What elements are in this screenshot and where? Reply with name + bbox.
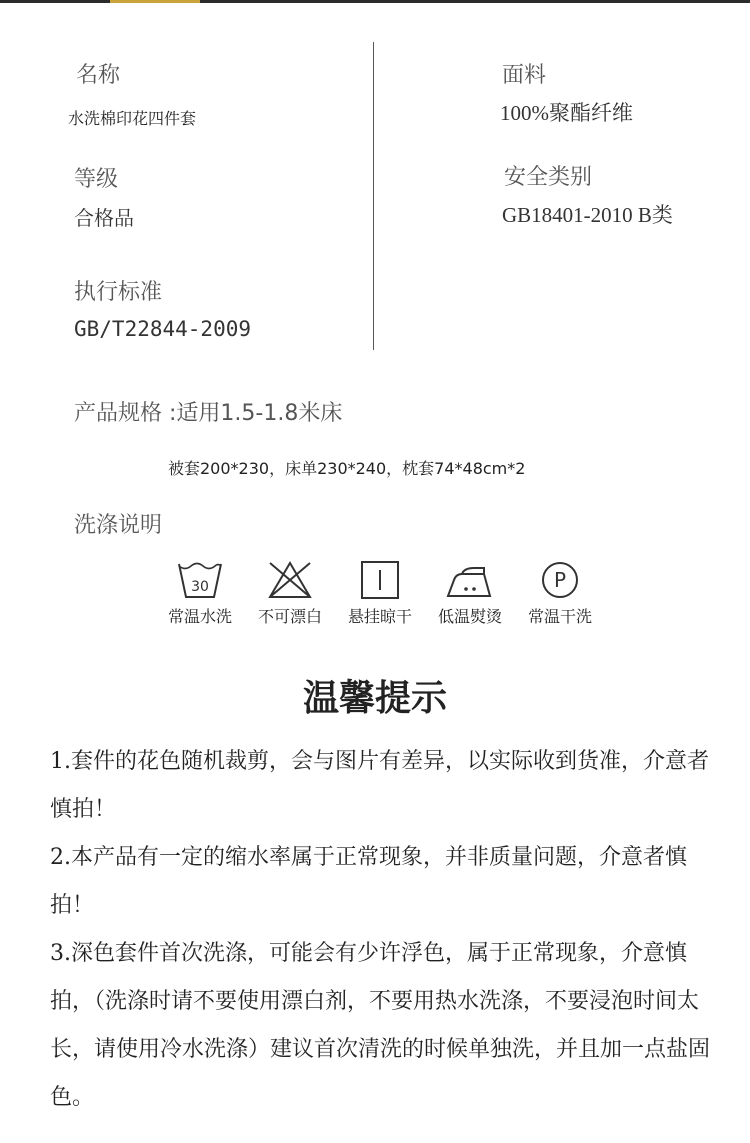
fabric-label: 面料 xyxy=(502,63,547,88)
grade-label: 等级 xyxy=(74,167,119,192)
standard-label: 执行标准 xyxy=(74,280,163,305)
care-item-low-iron xyxy=(430,560,510,630)
fabric-value: 100%聚酯纤维 xyxy=(500,101,633,125)
grade-value: 合格品 xyxy=(74,206,134,230)
safety-value: GB18401-2010 B类 xyxy=(502,203,673,227)
care-label-wash: 常温水洗 xyxy=(167,607,232,626)
wash-label: 洗涤说明 xyxy=(74,513,163,538)
safety-label: 安全类别 xyxy=(504,165,593,190)
care-item-wash xyxy=(160,560,240,630)
care-label-no-bleach: 不可漂白 xyxy=(257,607,322,626)
care-label-hang-dry: 悬挂晾干 xyxy=(347,607,412,626)
tips-title: 温馨提示 xyxy=(302,677,447,719)
wash-temperature: 30 xyxy=(191,579,209,595)
care-item-dry-clean xyxy=(520,560,600,630)
care-label-low-iron: 低温熨烫 xyxy=(437,607,502,626)
dry-clean-letter: P xyxy=(553,568,567,592)
name-label: 名称 xyxy=(76,63,121,88)
low-iron-icon xyxy=(444,560,496,600)
dry-clean-p-icon xyxy=(536,560,584,600)
size-line: 产品规格 :适用1.5-1.8米床 xyxy=(74,401,343,426)
tip-item-1: 1.套件的花色随机裁剪，会与图片有差异，以实际收到货准，介意者慎拍！ xyxy=(50,749,709,822)
column-divider xyxy=(373,42,374,350)
care-item-hang-dry xyxy=(340,560,420,630)
standard-value: GB/T22844-2009 xyxy=(74,317,252,341)
top-border-accent xyxy=(110,0,200,3)
size-detail: 被套200*230，床单230*240，枕套74*48cm*2 xyxy=(168,459,526,478)
hang-dry-icon xyxy=(356,560,404,600)
care-icons xyxy=(160,560,600,630)
tip-item-2: 2.本产品有一定的缩水率属于正常现象，并非质量问题，介意者慎拍！ xyxy=(50,845,687,918)
name-value: 水洗棉印花四件套 xyxy=(68,109,197,128)
tip-item-3: 3.深色套件首次洗涤，可能会有少许浮色，属于正常现象，介意慎拍，（洗涤时请不要使用漂白剂，不要用热水洗涤，不要浸泡时间太长，请使用冷水洗涤）建议首次清洗的时候单独洗，并且加一点盐固色。 xyxy=(50,941,711,1110)
care-label-dry-clean: 常温干洗 xyxy=(527,607,592,626)
no-bleach-icon xyxy=(266,560,314,600)
care-item-no-bleach xyxy=(250,560,330,630)
tips-list xyxy=(50,738,730,1122)
wash-30-icon xyxy=(176,560,224,600)
